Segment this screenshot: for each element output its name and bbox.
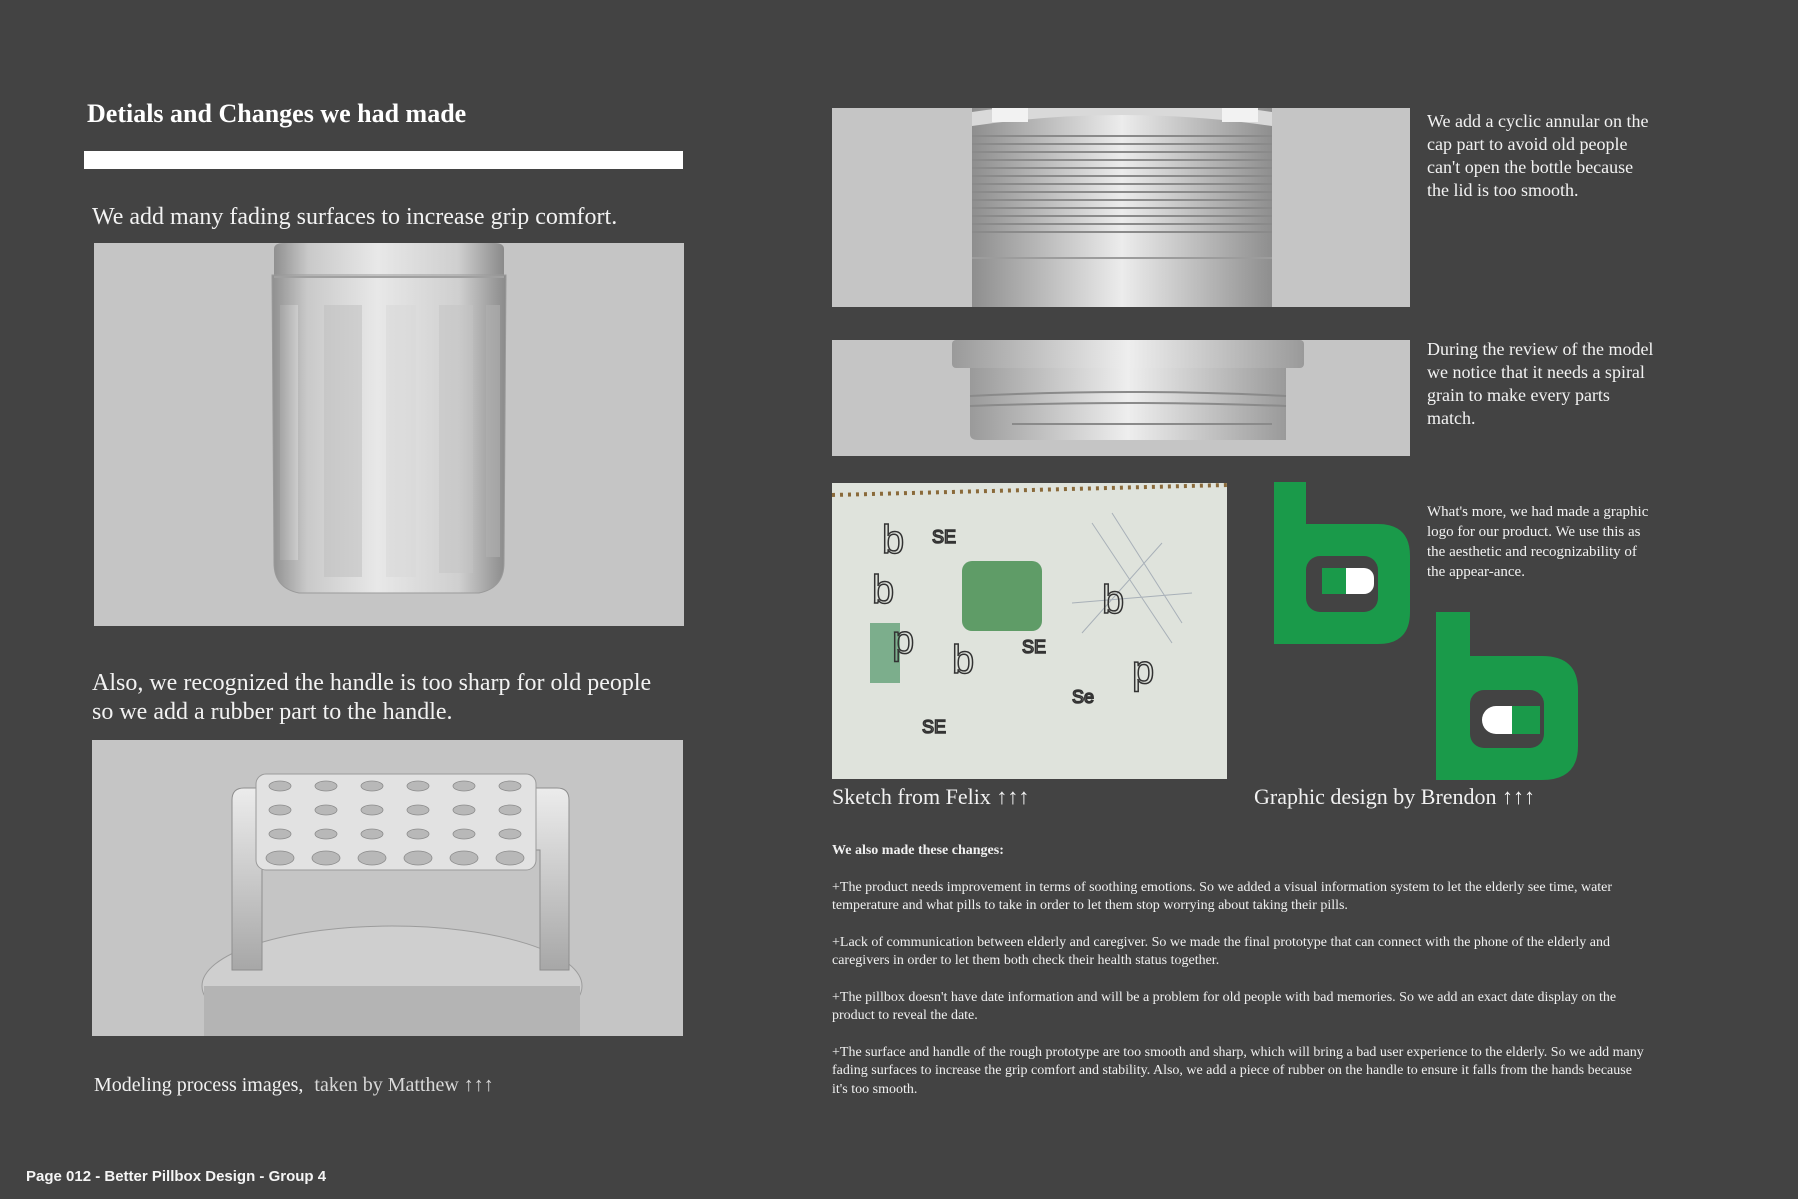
grip-dot xyxy=(407,805,429,815)
cap-description: We add a cyclic annular on the cap part to avoid old people can't open the bottle because the lid is too smooth. xyxy=(1427,111,1649,200)
sketch-letter: b xyxy=(872,568,895,612)
modeling-caption xyxy=(94,1074,494,1097)
change-item: +The product needs improvement in terms of soothing emotions. So we added a visual information system to let the elderly see time, water temperature and what pills to take in order to let them stop worrying about taking their pills. xyxy=(832,879,1613,913)
changes-section xyxy=(832,842,1650,1117)
sketch-letter: b xyxy=(1102,578,1125,622)
modeling-caption-text: Modeling process images, xyxy=(94,1074,304,1096)
sketch-letter: Se xyxy=(1072,687,1095,707)
grip-dot xyxy=(358,851,386,865)
grip-dot xyxy=(499,805,521,815)
sketch-letter: p xyxy=(892,618,915,662)
grip-dot xyxy=(453,829,475,839)
grip-dot xyxy=(361,805,383,815)
grip-dot xyxy=(499,829,521,839)
sketch-letter: SE xyxy=(1022,637,1047,657)
sketch-letter: SE xyxy=(932,527,957,547)
grip-dot xyxy=(453,805,475,815)
sketch-letter: SE xyxy=(922,717,947,737)
graphic-caption: Graphic design by Brendon ↑↑↑ xyxy=(1254,784,1536,809)
grip-caption: We add many fading surfaces to increase grip comfort. xyxy=(92,204,618,230)
change-item: +The pillbox doesn't have date information and will be a problem for old people with bad memories. So we add an exact date display on the product to reveal the date. xyxy=(832,989,1617,1023)
grip-dot xyxy=(499,781,521,791)
handle-caption-line-1: Also, we recognized the handle is too sharp for old people xyxy=(92,670,652,696)
grip-dot xyxy=(315,781,337,791)
spiral-render-image xyxy=(832,340,1410,456)
grip-dot xyxy=(315,829,337,839)
page-title: Detials and Changes we had made xyxy=(87,99,467,128)
grip-dot xyxy=(269,829,291,839)
grip-dot xyxy=(266,851,294,865)
grip-dot xyxy=(407,829,429,839)
grip-dot xyxy=(269,781,291,791)
grip-dot xyxy=(361,781,383,791)
change-item: +The surface and handle of the rough prototype are too smooth and sharp, which will bring a bad user experience to the elderly. So we add many fading surfaces to increase the grip comfort and stability. Also, we add a piece of rubber on the handle to ensure it falls from the hands because it's too smooth. xyxy=(832,1044,1644,1097)
change-item: +Lack of communication between elderly and caregiver. So we made the final prototype that can connect with the phone of the elderly and caregivers in order to let them both check their health status together. xyxy=(832,934,1610,968)
grip-dot xyxy=(269,805,291,815)
grip-dot xyxy=(315,805,337,815)
title-divider xyxy=(84,151,683,169)
spiral-description: During the review of the model we notice that it needs a spiral grain to make every parts match. xyxy=(1427,339,1654,428)
logo-description: What's more, we had made a graphic logo for our product. We use this as the aesthetic and recognizability of the appear-ance. xyxy=(1427,504,1649,580)
pillbox-logo-small xyxy=(1432,612,1582,780)
grip-dot xyxy=(404,851,432,865)
grip-dot xyxy=(312,851,340,865)
handle-caption-line-2: so we add a rubber part to the handle. xyxy=(92,699,453,725)
pillbox-logo-large xyxy=(1270,482,1420,647)
grip-dot xyxy=(496,851,524,865)
grip-dot xyxy=(361,829,383,839)
page-footer: Page 012 - Better Pillbox Design - Group 4 xyxy=(26,1168,327,1185)
handle-render-image xyxy=(92,740,683,1036)
grip-dot xyxy=(453,781,475,791)
sketch-letter: p xyxy=(1132,648,1155,692)
changes-heading: We also made these changes: xyxy=(832,843,1004,858)
cap-render-image xyxy=(832,108,1410,307)
sketch-image xyxy=(832,483,1227,779)
bottle-render-image xyxy=(94,243,684,626)
sketch-caption: Sketch from Felix ↑↑↑ xyxy=(832,784,1030,809)
grip-dot xyxy=(407,781,429,791)
sketch-letter: b xyxy=(882,518,905,562)
sketch-letter: b xyxy=(952,638,975,682)
modeling-credit: taken by Matthew ↑↑↑ xyxy=(314,1074,494,1096)
grip-dot xyxy=(450,851,478,865)
